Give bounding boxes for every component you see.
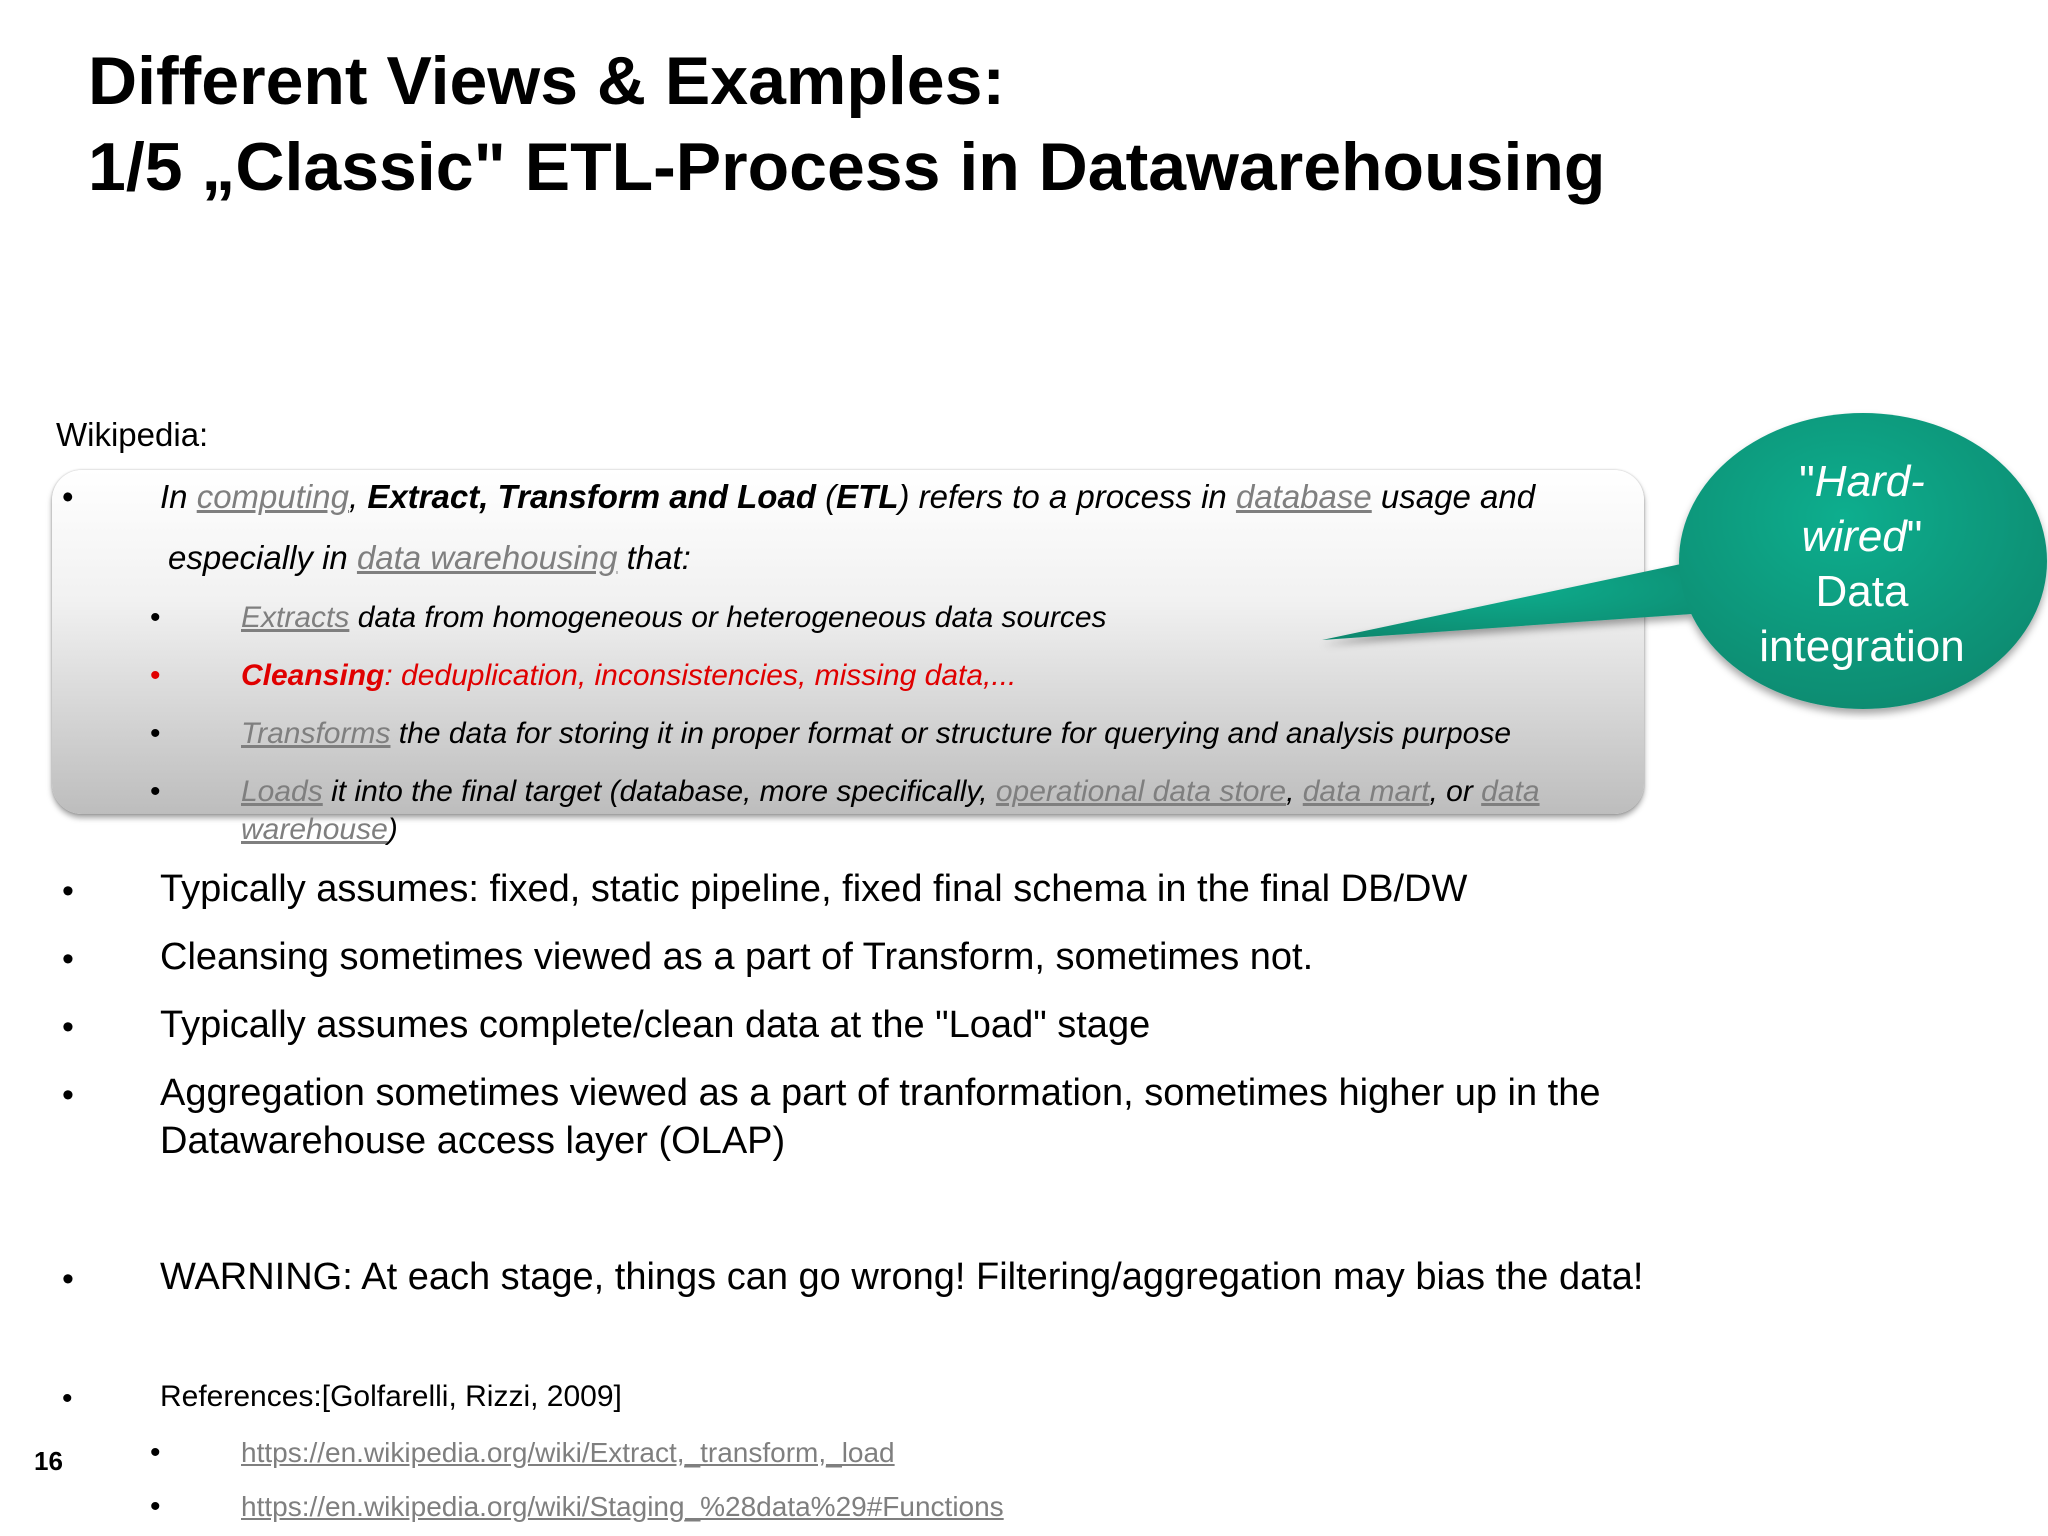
data-warehouse-link-continued[interactable]: warehouse [241, 813, 388, 846]
text: : deduplication, inconsistencies, missing data,... [384, 659, 1017, 692]
text: it into the final target (database, more specifically, [322, 775, 996, 808]
etl-term: Extract, Transform and Load [367, 478, 816, 515]
etl-abbreviation: ETL [836, 478, 899, 515]
cleansing-item [241, 659, 1016, 693]
reference-link-staging[interactable]: https://en.wikipedia.org/wiki/Staging_%28data%29#Functions [241, 1491, 1004, 1522]
bullet: • [150, 659, 161, 692]
data-mart-link[interactable]: data mart [1302, 775, 1430, 808]
references: References:[Golfarelli, Rizzi, 2009] [160, 1380, 622, 1413]
callout-integration: integration [1759, 622, 1965, 671]
cleansing-term: Cleansing [241, 659, 385, 692]
text: usage and [1371, 478, 1536, 515]
callout-hard: Hard- [1814, 457, 1925, 506]
wikipedia-label: Wikipedia: [56, 416, 209, 453]
text: that: [617, 539, 691, 576]
text: ) refers to a process in [898, 478, 1236, 515]
callout-text [1712, 454, 2012, 674]
bullet-warning: WARNING: At each stage, things can go wrong! Filtering/aggregation may bias the data! [160, 1256, 1644, 1298]
bullet: • [150, 1436, 161, 1469]
bullet: • [62, 1260, 74, 1298]
text: especially in [168, 539, 357, 576]
data-warehousing-link[interactable]: data warehousing [356, 539, 618, 576]
text: , [1286, 775, 1303, 808]
text: the data for storing it in proper format or structure for querying and analysis purpose [390, 717, 1512, 750]
callout-wired: wired [1801, 512, 1907, 561]
text: ) [387, 813, 398, 846]
bullet: • [150, 1490, 161, 1523]
bullet: • [150, 717, 161, 750]
bullet-aggregation-line-1: Aggregation sometimes viewed as a part of tranformation, sometimes higher up in the [160, 1072, 1601, 1114]
callout-pointer [1322, 560, 1720, 640]
bullet-clean-data-load: Typically assumes complete/clean data at the "Load" stage [160, 1004, 1151, 1046]
etl-definition-line-2 [168, 539, 691, 577]
bullet: • [62, 1008, 74, 1046]
callout-data: Data [1815, 567, 1909, 616]
bullet: • [62, 940, 74, 978]
page-number: 16 [34, 1446, 63, 1476]
loads-item [241, 775, 1540, 809]
database-link[interactable]: database [1235, 478, 1372, 515]
bullet-aggregation-line-2: Datawarehouse access layer (OLAP) [160, 1120, 786, 1162]
bullet: • [150, 601, 161, 634]
extracts-item [241, 601, 1107, 635]
text: , [348, 478, 368, 515]
slide-title [88, 38, 1605, 210]
data-warehouse-link[interactable]: data [1481, 775, 1540, 808]
computing-link[interactable]: computing [196, 478, 349, 515]
bullet-fixed-pipeline: Typically assumes: fixed, static pipeline, fixed final schema in the final DB/DW [160, 868, 1468, 910]
text: ( [815, 478, 837, 515]
bullet: • [62, 1382, 73, 1415]
text: " [1799, 457, 1815, 506]
transforms-link[interactable]: Transforms [241, 717, 391, 750]
text: In [160, 478, 197, 515]
loads-link[interactable]: Loads [241, 775, 323, 808]
transforms-item [241, 717, 1511, 751]
extracts-link[interactable]: Extracts [241, 601, 350, 634]
bullet: • [62, 872, 74, 910]
bullet-cleansing-transform: Cleansing sometimes viewed as a part of Transform, sometimes not. [160, 936, 1314, 978]
text: " [1906, 512, 1923, 561]
bullet: • [62, 1076, 74, 1114]
bullet: • [150, 775, 161, 808]
bullet: • [62, 478, 74, 515]
title-line-2: 1/5 „Classic" ETL-Process in Datawarehousing [88, 129, 1606, 205]
operational-data-store-link[interactable]: operational data store [995, 775, 1287, 808]
text: , or [1429, 775, 1482, 808]
reference-link-etl[interactable]: https://en.wikipedia.org/wiki/Extract,_transform,_load [241, 1437, 895, 1468]
loads-item-continued [241, 813, 398, 847]
text: data from homogeneous or heterogeneous data sources [349, 601, 1107, 634]
title-line-1: Different Views & Examples: [88, 43, 1006, 119]
